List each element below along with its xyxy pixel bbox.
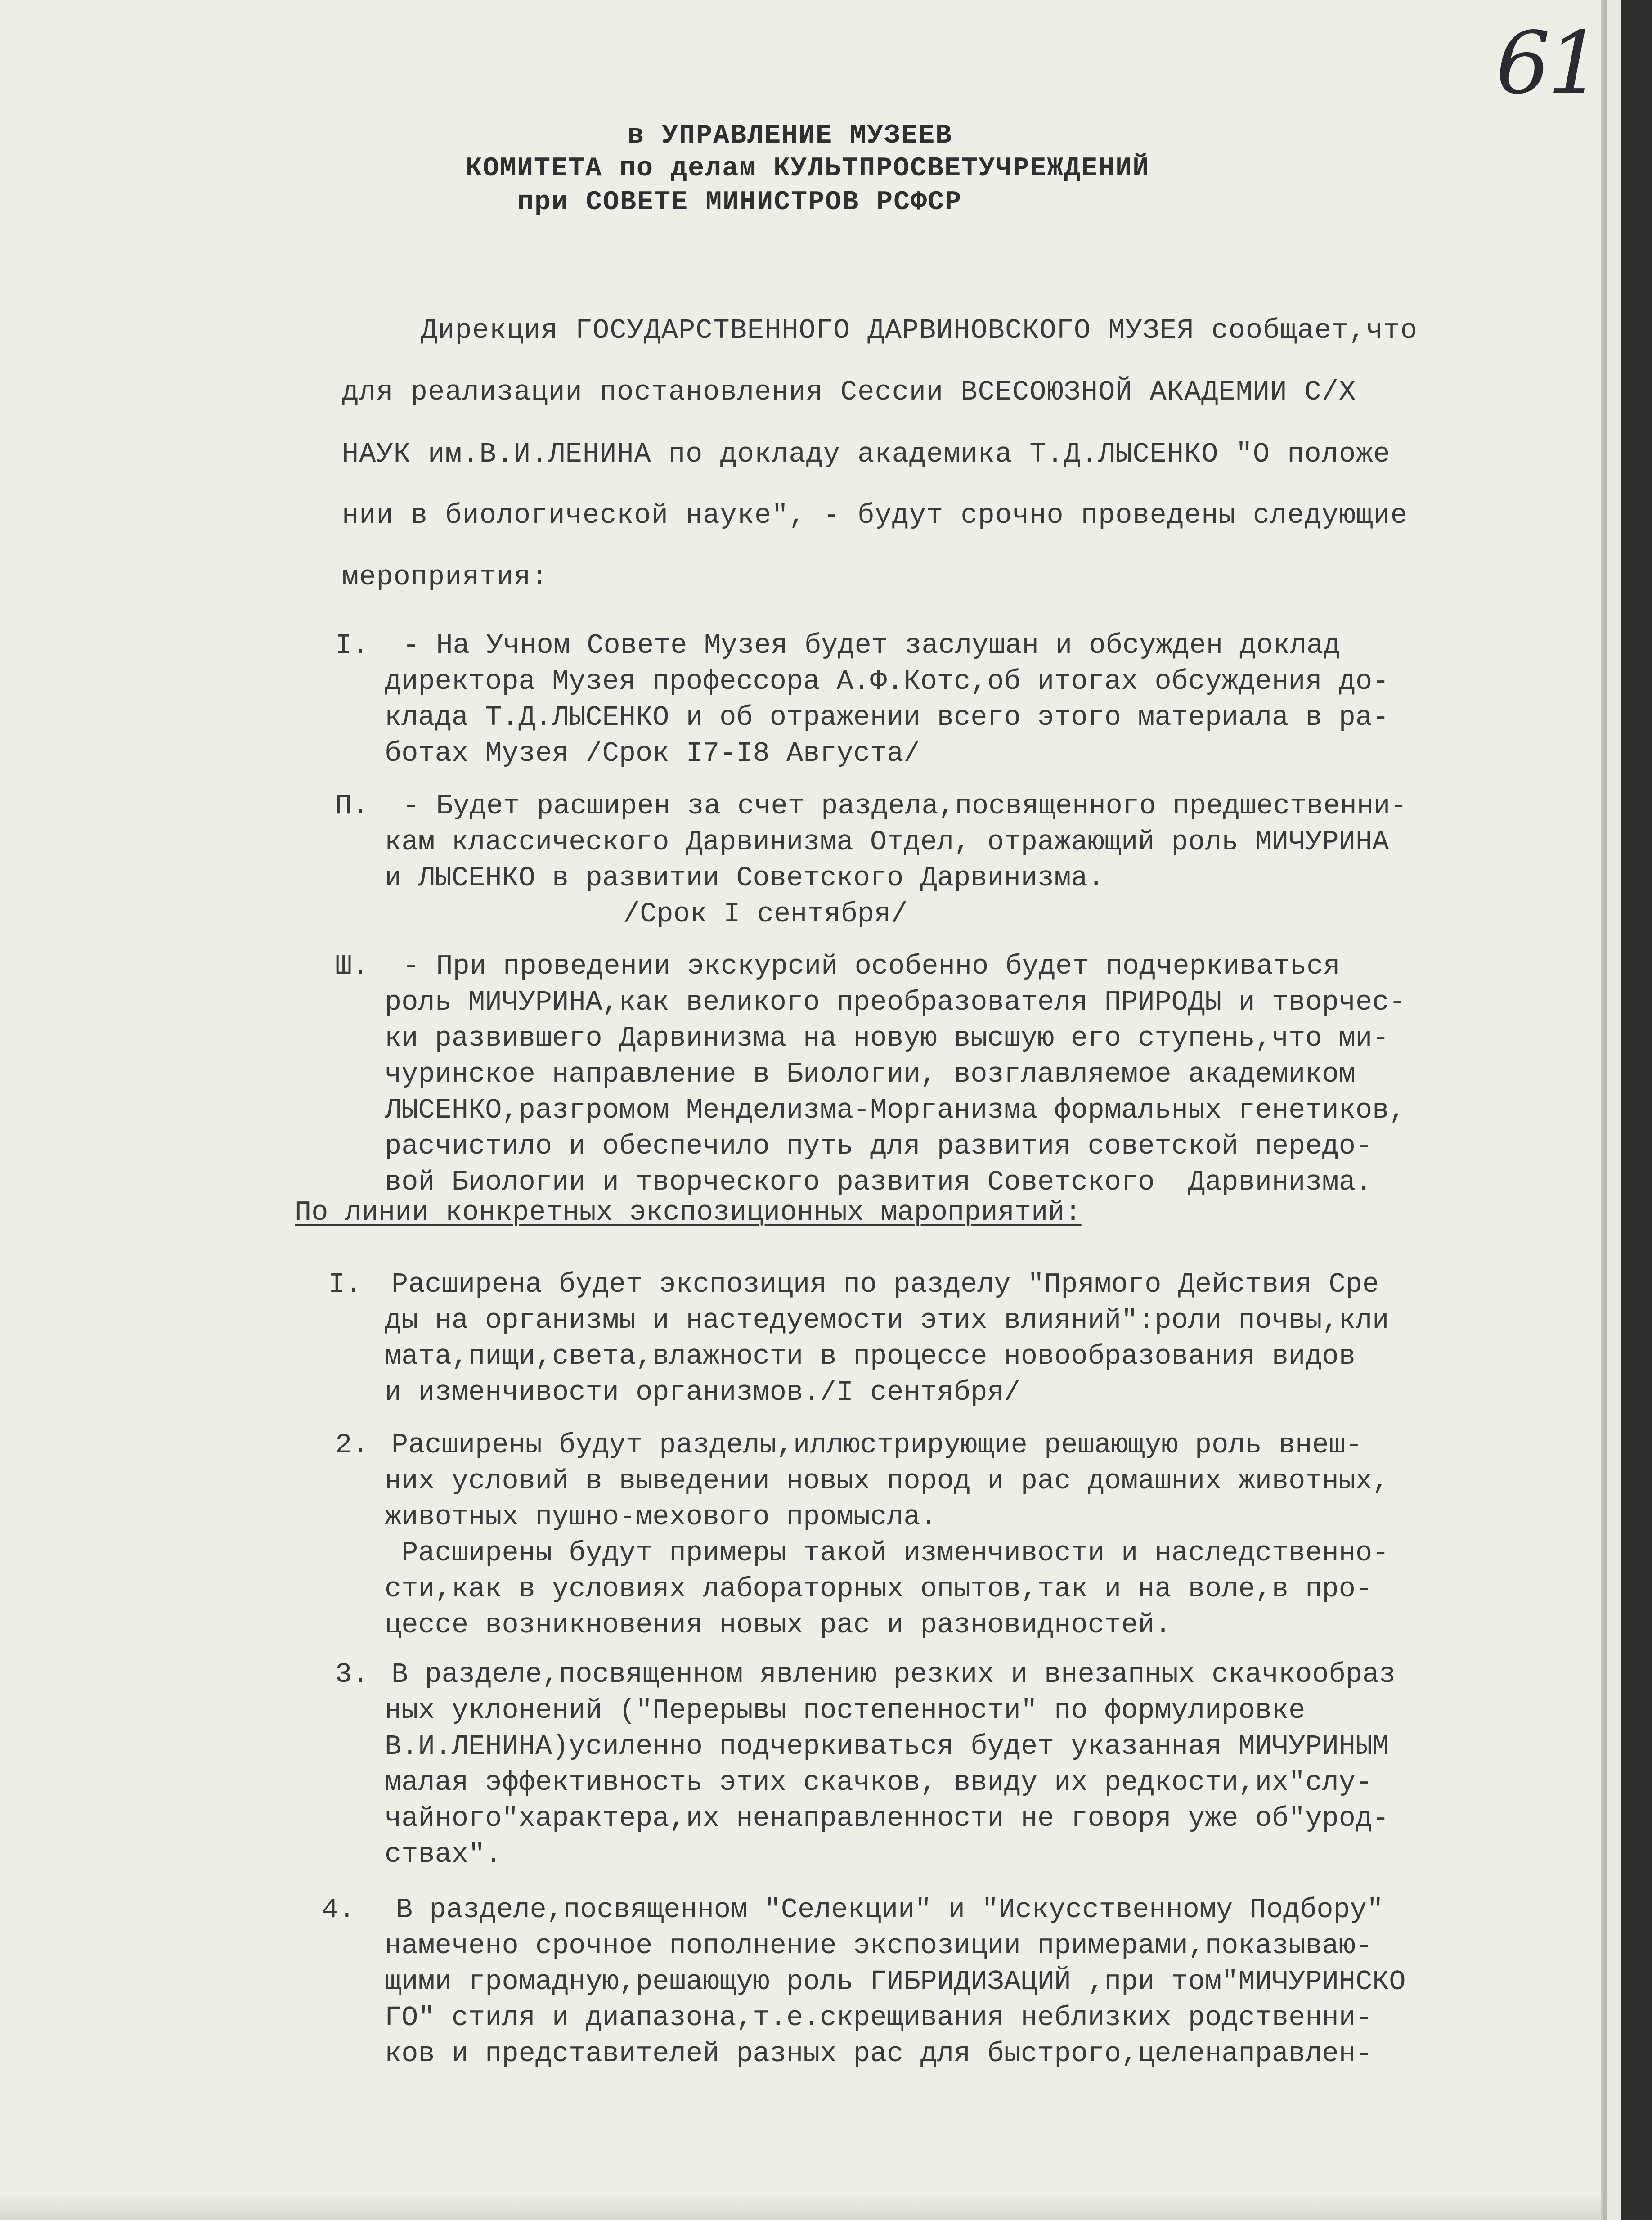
text-line: Расширена будет экспозиция по разделу "Прямого Действия Сре (391, 1268, 1379, 1300)
header-line: в УПРАВЛЕНИЕ МУЗЕЕВ (628, 121, 953, 151)
text-line: цессе возникновения новых рас и разновидностей. (385, 1609, 1172, 1641)
page-edge (1599, 0, 1652, 2220)
text-line: кам классического Дарвинизма Отдел, отражающий роль МИЧУРИНА (385, 826, 1389, 858)
text-line: ЛЫСЕНКО,разгромом Менделизма-Морганизма формальных генетиков, (385, 1094, 1406, 1126)
text-line: Расширены будут примеры такой изменчивости и наследственно- (385, 1537, 1389, 1569)
item-number: 4. (322, 1894, 355, 1926)
text-line: сти,как в условиях лабораторных опытов,так и на воле,в про- (385, 1573, 1373, 1605)
text-line: ды на организмы и настедуемости этих влияний":роли почвы,кли (385, 1304, 1389, 1336)
text-line: - При проведении экскурсий особенно будет подчеркиваться (403, 950, 1340, 982)
text-line: ков и представителей разных рас для быстрого,целенаправлен- (385, 2038, 1373, 2070)
header-line: при СОВЕТЕ МИНИСТРОВ РСФСР (517, 187, 962, 218)
text-line: ГО" стиля и диапазона,т.е.скрещивания неблизких родственни- (385, 2002, 1373, 2034)
text-line: роль МИЧУРИНА,как великого преобразователя ПРИРОДЫ и творчес- (385, 986, 1406, 1018)
page-bottom-edge (0, 2196, 1601, 2220)
text-line: ных уклонений ("Перерывы постепенности" по формулировке (385, 1694, 1306, 1726)
text-line: В разделе,посвященном "Селекции" и "Искусственному Подбору" (396, 1894, 1384, 1926)
text-line: НАУК им.В.И.ЛЕНИНА по докладу академика Т.Д.ЛЫСЕНКО "О положе (342, 438, 1391, 470)
item-number: I. (328, 1268, 362, 1300)
text-line: нии в биологической науке", - будут срочно проведены следующие (342, 499, 1408, 531)
text-line: расчистило и обеспечило путь для развития советской передо- (385, 1130, 1373, 1162)
text-line: - Будет расширен за счет раздела,посвященного предшественни- (403, 790, 1407, 822)
section-heading: По линии конкретных экспозиционных мароприятий: (295, 1196, 1082, 1228)
item-number: 3. (335, 1658, 369, 1690)
text-line: щими громадную,решающую роль ГИБРИДИЗАЦИЙ ,при том"МИЧУРИНСКО (385, 1966, 1406, 1998)
text-line: Дирекция ГОСУДАРСТВЕННОГО ДАРВИНОВСКОГО МУЗЕЯ сообщает,что (421, 315, 1418, 346)
text-line: ботах Музея /Срок I7-I8 Августа/ (385, 737, 920, 769)
item-number: I. (335, 629, 369, 661)
page-number: 61 (1496, 13, 1599, 113)
header-line: КОМИТЕТА по делам КУЛЬТПРОСВЕТУЧРЕЖДЕНИЙ (466, 153, 1150, 184)
text-line: директора Музея профессора А.Ф.Котс,об итогах обсуждения до- (385, 665, 1389, 697)
text-line: В разделе,посвященном явлению резких и внезапных скачкообраз (391, 1658, 1396, 1690)
text-line: - На Учном Совете Музея будет заслушан и обсужден доклад (403, 629, 1340, 661)
text-line: Расширены будут разделы,иллюстрирующие решающую роль внеш- (391, 1429, 1362, 1461)
text-line: клада Т.Д.ЛЫСЕНКО и об отражении всего этого материала в ра- (385, 701, 1389, 733)
item-number: Ш. (335, 950, 369, 982)
text-line: вой Биологии и творческого развития Советского Дарвинизма. (385, 1166, 1373, 1198)
text-line: них условий в выведении новых пород и рас домашних животных, (385, 1465, 1389, 1497)
item-number: П. (335, 790, 369, 822)
text-line: чуринское направление в Биологии, возглавляемое академиком (385, 1058, 1356, 1090)
text-line: малая эффективность этих скачков, ввиду их редкости,их"слу- (385, 1766, 1373, 1798)
text-line: В.И.ЛЕНИНА)усиленно подчеркиваться будет указанная МИЧУРИНЫМ (385, 1730, 1389, 1762)
text-line: и ЛЫСЕНКО в развитии Советского Дарвинизма. (385, 862, 1104, 894)
item-number: 2. (335, 1429, 369, 1461)
text-line: мата,пищи,света,влажности в процессе новообразования видов (385, 1340, 1356, 1372)
text-line: чайного"характера,их ненаправленности не говоря уже об"урод- (385, 1802, 1389, 1834)
text-line: ки развившего Дарвинизма на новую высшую его ступень,что ми- (385, 1022, 1389, 1054)
text-line: животных пушно-мехового промысла. (385, 1501, 937, 1533)
text-line: мероприятия: (342, 561, 548, 593)
text-line: для реализации постановления Сессии ВСЕСОЮЗНОЙ АКАДЕМИИ С/Х (342, 376, 1356, 408)
text-line: намечено срочное пополнение экспозиции примерами,показываю- (385, 1930, 1373, 1962)
text-line: ствах". (385, 1838, 502, 1870)
text-line: /Срок I сентября/ (623, 898, 908, 930)
text-line: и изменчивости организмов./I сентября/ (385, 1376, 1021, 1408)
